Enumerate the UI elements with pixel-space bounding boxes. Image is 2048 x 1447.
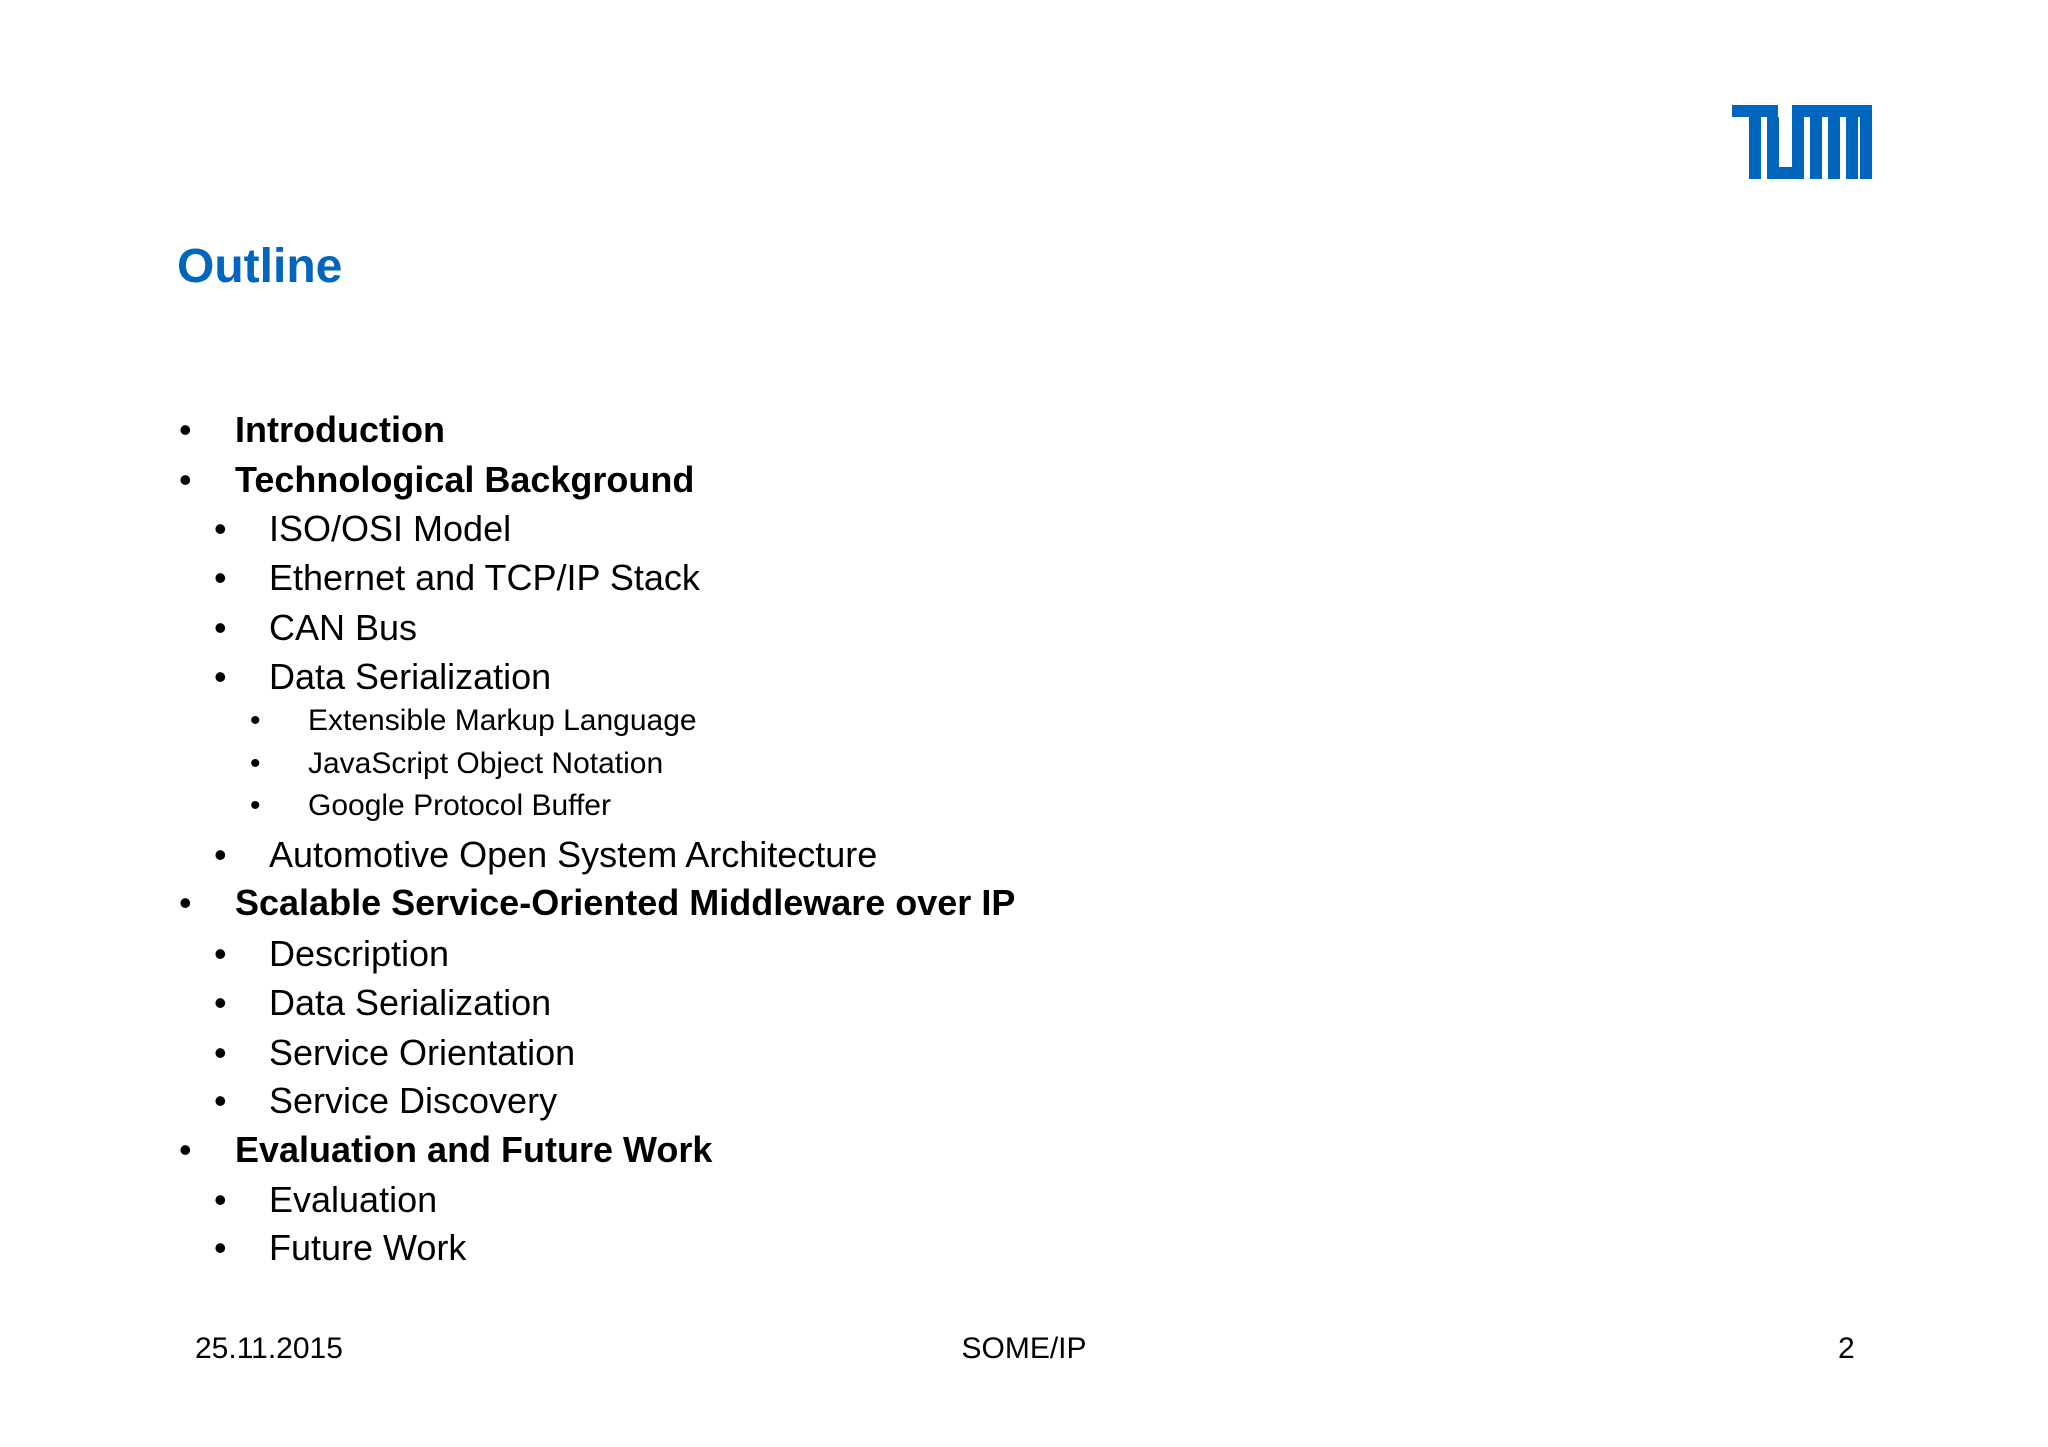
bullet-icon: • [250, 747, 261, 780]
outline-item-text: Service Orientation [269, 1032, 576, 1073]
outline-item-level-1 [179, 409, 445, 450]
outline-item-text: Google Protocol Buffer [308, 789, 611, 822]
outline-item-level-2 [214, 1080, 558, 1121]
outline-item-text: Technological Background [235, 459, 695, 500]
outline-item-text: Data Serialization [269, 656, 552, 697]
outline-item-level-1 [179, 1129, 713, 1170]
footer-presentation-title: SOME/IP [961, 1332, 1087, 1365]
outline-item-text: Automotive Open System Architecture [269, 834, 878, 875]
outline-item-text: Extensible Markup Language [308, 704, 697, 737]
outline-item-level-2 [214, 557, 700, 598]
footer-date: 25.11.2015 [195, 1332, 343, 1365]
bullet-icon: • [179, 459, 192, 500]
outline-item-level-2 [214, 607, 418, 648]
bullet-icon: • [250, 789, 261, 822]
outline-item-level-3 [250, 747, 664, 780]
bullet-icon: • [214, 508, 227, 549]
outline-item-level-1 [179, 882, 1016, 923]
bullet-icon: • [214, 607, 227, 648]
bullet-icon: • [214, 834, 227, 875]
outline-item-level-2 [214, 1032, 576, 1073]
outline-item-level-3 [250, 789, 611, 822]
slide-title: Outline [177, 240, 343, 293]
outline-item-level-2 [214, 982, 552, 1023]
bullet-icon: • [179, 882, 192, 923]
bullet-icon: • [250, 704, 261, 737]
bullet-icon: • [179, 1129, 192, 1170]
footer-page-number: 2 [1838, 1332, 1855, 1365]
outline-item-level-2 [214, 933, 450, 974]
bullet-icon: • [214, 1227, 227, 1268]
outline-item-level-3 [250, 704, 697, 737]
outline-item-text: CAN Bus [269, 607, 418, 648]
bullet-icon: • [214, 1080, 227, 1121]
bullet-icon: • [214, 982, 227, 1023]
bullet-icon: • [179, 409, 192, 450]
outline-item-text: Ethernet and TCP/IP Stack [269, 557, 700, 598]
outline-item-text: ISO/OSI Model [269, 508, 512, 549]
tum-logo [1732, 105, 1872, 179]
outline-item-level-2 [214, 1227, 467, 1268]
bullet-icon: • [214, 1032, 227, 1073]
outline-item-text: Future Work [269, 1227, 467, 1268]
bullet-icon: • [214, 557, 227, 598]
outline-item-level-2 [214, 508, 512, 549]
tum-logo-mark [1732, 105, 1872, 179]
outline-item-text: JavaScript Object Notation [308, 747, 664, 780]
outline-item-level-2 [214, 656, 552, 697]
outline-item-text: Data Serialization [269, 982, 552, 1023]
outline-item-level-2 [214, 1179, 438, 1220]
outline-item-text: Scalable Service-Oriented Middleware over IP [235, 882, 1016, 923]
bullet-icon: • [214, 933, 227, 974]
outline-item-text: Introduction [235, 409, 445, 450]
outline-item-text: Description [269, 933, 450, 974]
bullet-icon: • [214, 1179, 227, 1220]
outline-item-level-2 [214, 834, 878, 875]
outline-item-text: Evaluation [269, 1179, 438, 1220]
outline-item-text: Evaluation and Future Work [235, 1129, 713, 1170]
bullet-icon: • [214, 656, 227, 697]
outline-item-text: Service Discovery [269, 1080, 558, 1121]
outline-item-level-1 [179, 459, 695, 500]
